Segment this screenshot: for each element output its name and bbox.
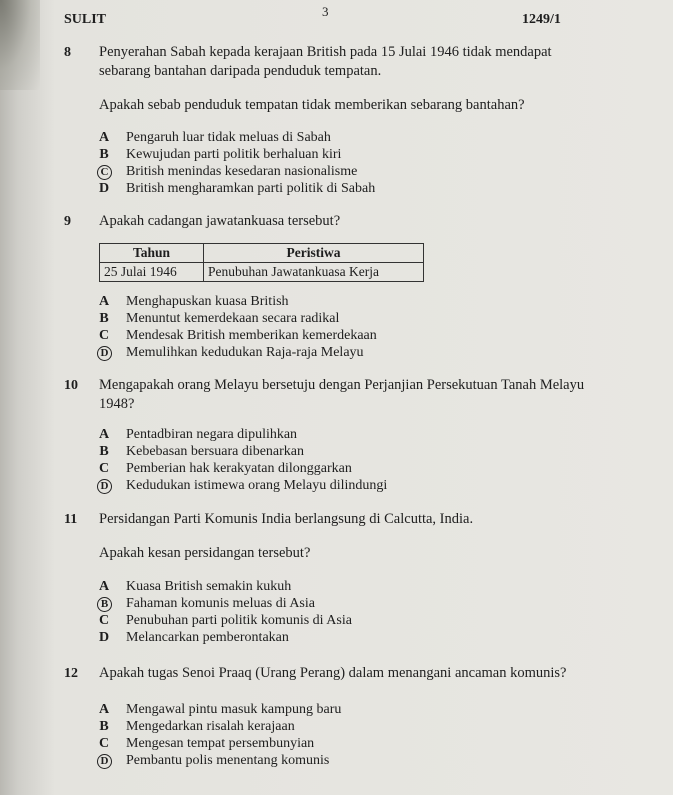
circled-answer-mark: C <box>97 165 112 180</box>
question-8-option-d[interactable] <box>96 181 496 201</box>
circled-answer-mark: B <box>97 597 112 612</box>
question-8-stem-line1: Penyerahan Sabah kepada kerajaan British pada 15 Julai 1946 tidak mendapat <box>99 44 552 60</box>
option-letter: B <box>99 719 109 734</box>
question-8-stem-line2: sebarang bantahan daripada penduduk tempatan. <box>99 63 382 79</box>
option-text: Pengaruh luar tidak meluas di Sabah <box>126 130 331 145</box>
option-text: Menghapuskan kuasa British <box>126 294 289 309</box>
question-8-prompt: Apakah sebab penduduk tempatan tidak memberikan sebarang bantahan? <box>99 97 525 113</box>
option-text: Penubuhan parti politik komunis di Asia <box>126 613 352 628</box>
question-9-option-d[interactable] <box>96 345 496 365</box>
option-letter: B <box>99 147 109 162</box>
circled-answer-mark: D <box>97 754 112 769</box>
option-text: Memulihkan kedudukan Raja-raja Melayu <box>126 345 364 360</box>
option-text: Pemberian hak kerakyatan dilonggarkan <box>126 461 352 476</box>
option-text: Pembantu polis menentang komunis <box>126 753 330 768</box>
header-sulit: SULIT <box>64 12 107 27</box>
question-10-stem-line2: 1948? <box>99 396 135 412</box>
option-text: Mengesan tempat persembunyian <box>126 736 315 751</box>
option-letter: A <box>98 130 110 145</box>
circled-answer-mark: D <box>97 479 112 494</box>
option-text: Kedudukan istimewa orang Melayu dilindungi <box>126 478 388 493</box>
question-9-table <box>99 243 424 282</box>
option-letter: B <box>99 444 109 459</box>
page-number: 3 <box>322 4 329 19</box>
question-11-prompt: Apakah kesan persidangan tersebut? <box>99 545 311 561</box>
option-text: Mengedarkan risalah kerajaan <box>126 719 295 734</box>
option-text: Pentadbiran negara dipulihkan <box>126 427 298 442</box>
table-header-event: Peristiwa <box>204 244 424 263</box>
option-text: British mengharamkan parti politik di Sabah <box>126 181 376 196</box>
circled-answer-mark: D <box>97 346 112 361</box>
option-letter: C <box>98 613 110 628</box>
question-11-stem-line1: Persidangan Parti Komunis India berlangsung di Calcutta, India. <box>99 511 474 527</box>
question-9-number: 9 <box>64 214 71 229</box>
question-11-number: 11 <box>64 512 78 527</box>
paper-code: 1249/1 <box>522 12 561 27</box>
option-text: British menindas kesedaran nasionalisme <box>126 164 358 179</box>
option-text: Mendesak British memberikan kemerdekaan <box>126 328 377 343</box>
table-cell-event: Penubuhan Jawatankuasa Kerja <box>204 263 424 282</box>
option-letter: B <box>99 311 109 326</box>
question-10-option-d[interactable] <box>96 478 496 498</box>
option-text: Kuasa British semakin kukuh <box>126 579 292 594</box>
option-letter: C <box>98 736 110 751</box>
option-letter: A <box>98 294 110 309</box>
question-12-option-d[interactable] <box>96 753 496 773</box>
option-letter: C <box>98 328 110 343</box>
option-text: Mengawal pintu masuk kampung baru <box>126 702 342 717</box>
table-cell-year: 25 Julai 1946 <box>100 263 204 282</box>
option-letter: D <box>98 630 110 645</box>
question-10-stem-line1: Mengapakah orang Melayu bersetuju dengan Perjanjian Persekutuan Tanah Melayu <box>99 377 585 393</box>
option-letter: A <box>98 579 110 594</box>
page-shadow <box>0 0 40 90</box>
option-letter: A <box>98 702 110 717</box>
question-12-number: 12 <box>64 666 78 681</box>
option-text: Melancarkan pemberontakan <box>126 630 289 645</box>
option-text: Fahaman komunis meluas di Asia <box>126 596 315 611</box>
option-text: Kewujudan parti politik berhaluan kiri <box>126 147 342 162</box>
question-9-prompt: Apakah cadangan jawatankuasa tersebut? <box>99 213 341 229</box>
option-letter: D <box>98 181 110 196</box>
option-text: Menuntut kemerdekaan secara radikal <box>126 311 340 326</box>
question-11-option-d[interactable] <box>96 630 496 650</box>
question-12-stem-line1: Apakah tugas Senoi Praaq (Urang Perang) dalam menangani ancaman komunis? <box>99 665 567 681</box>
option-letter: A <box>98 427 110 442</box>
question-10-number: 10 <box>64 378 78 393</box>
option-text: Kebebasan bersuara dibenarkan <box>126 444 305 459</box>
table-header-year: Tahun <box>100 244 204 263</box>
question-8-number: 8 <box>64 45 71 60</box>
option-letter: C <box>98 461 110 476</box>
